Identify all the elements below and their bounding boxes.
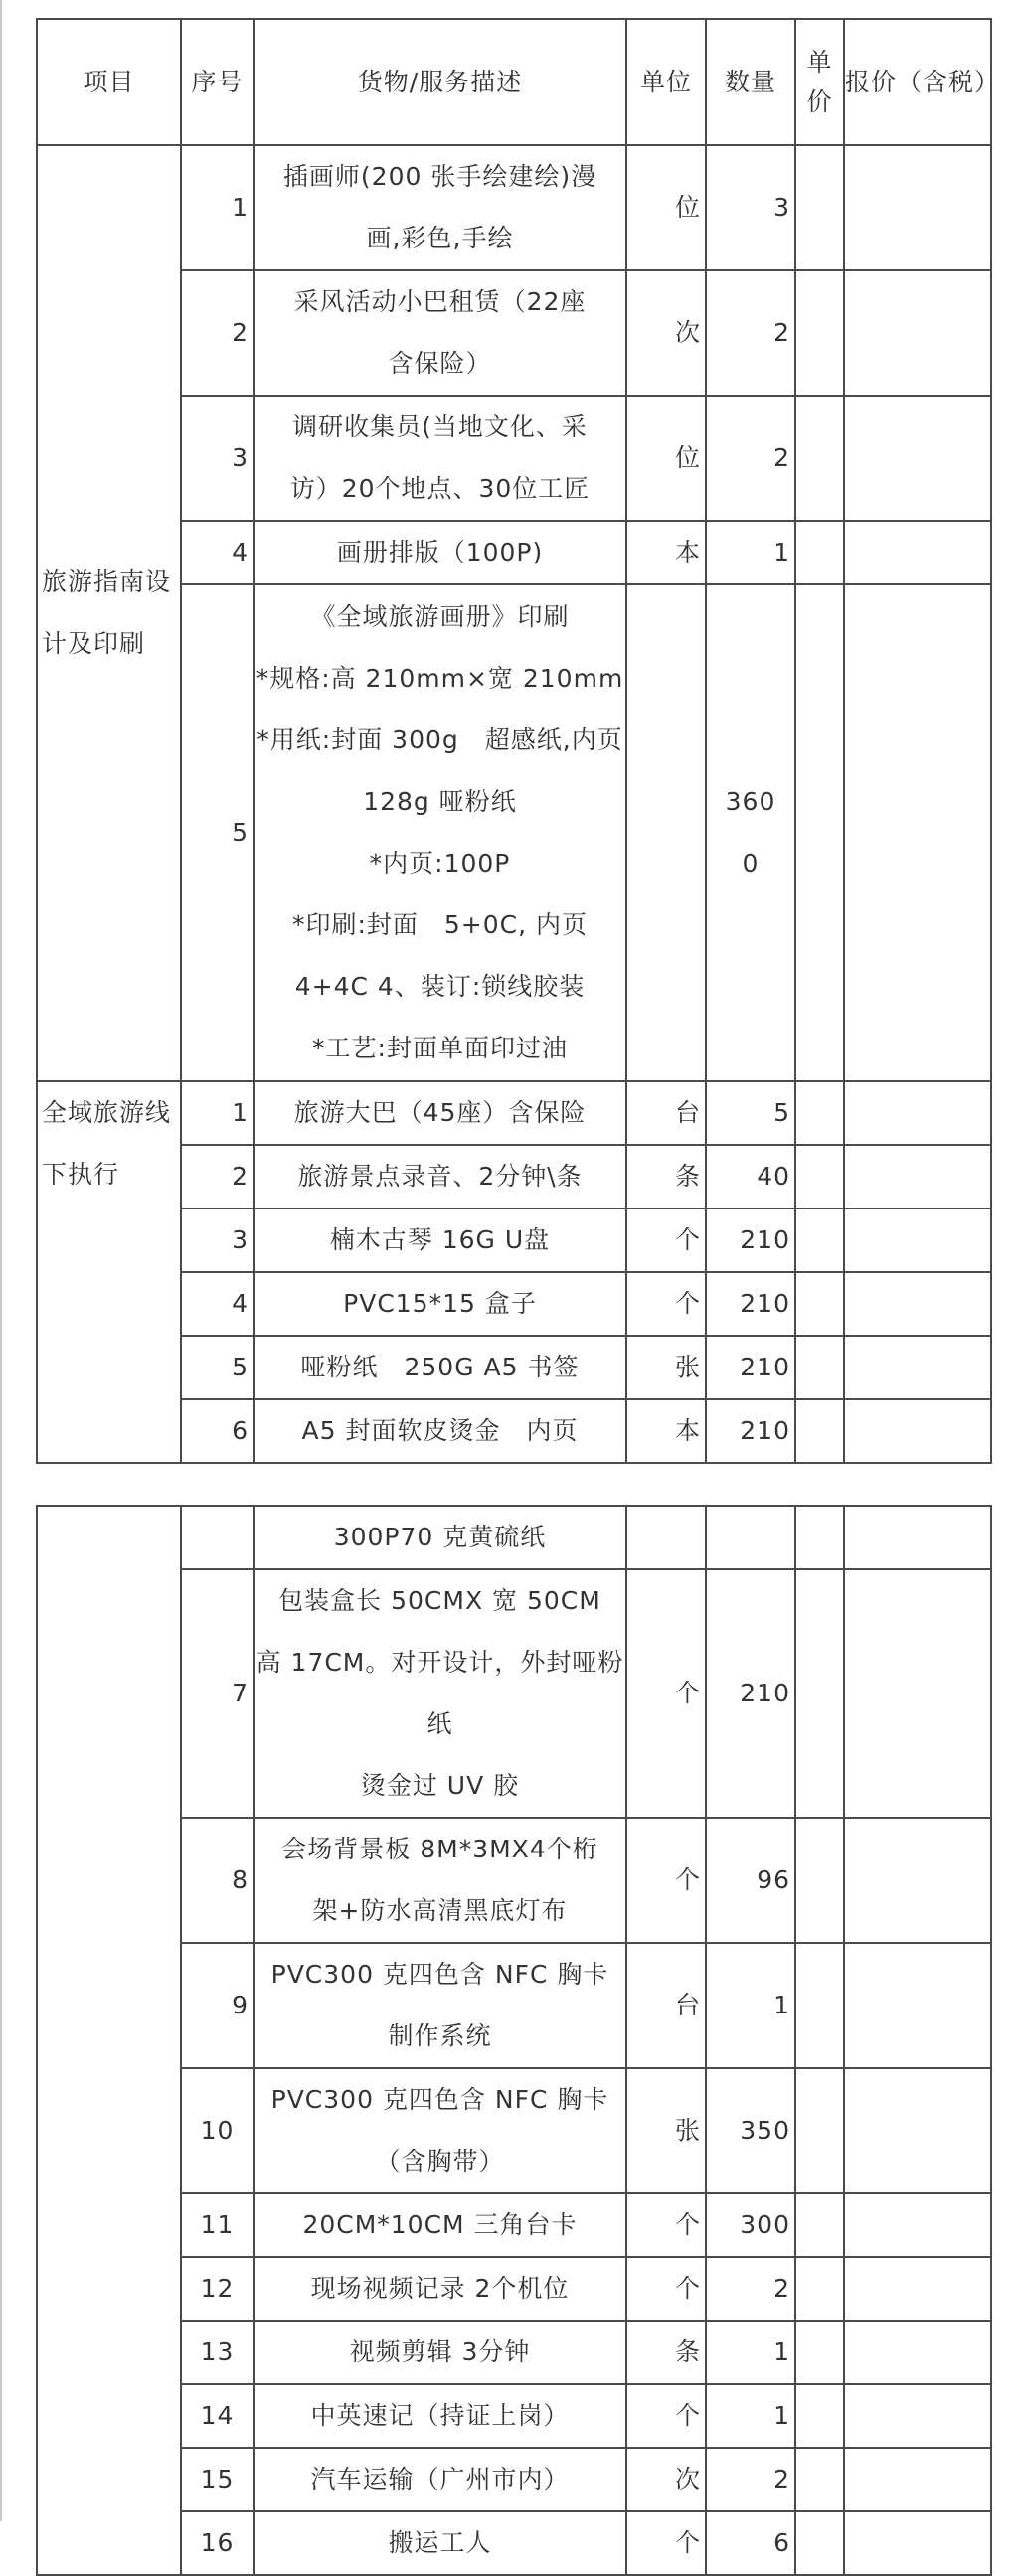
quote-cell[interactable] — [844, 2384, 991, 2448]
unit-cell: 个 — [626, 1569, 706, 1818]
qty-cell: 1 — [706, 2384, 795, 2448]
seq-cell: 16 — [181, 2511, 254, 2575]
desc-line: 《全域旅游画册》印刷 — [310, 602, 570, 631]
desc-cell: 楠木古琴 16G U盘 — [254, 1208, 626, 1272]
price-cell[interactable] — [795, 1569, 844, 1818]
price-cell[interactable] — [795, 1272, 844, 1336]
seq-cell: 4 — [181, 521, 254, 584]
qty-cell: 210 — [706, 1336, 795, 1399]
price-cell[interactable] — [795, 1943, 844, 2068]
desc-cell — [254, 1569, 626, 1818]
unit-cell: 位 — [626, 145, 706, 270]
desc-cell — [254, 2068, 626, 2193]
quote-cell[interactable] — [844, 1145, 991, 1208]
qty-cell: 210 — [706, 1399, 795, 1463]
seq-cell: 1 — [181, 1081, 254, 1145]
section1-name-line: 旅游指南设 — [42, 567, 172, 596]
desc-line: 含保险） — [388, 349, 492, 378]
qty-cell: 5 — [706, 1081, 795, 1145]
desc-cell: 300P70 克黄硫纸 — [254, 1506, 626, 1569]
desc-cell: 搬运工人 — [254, 2511, 626, 2575]
unit-cell: 本 — [626, 1399, 706, 1463]
price-cell[interactable] — [795, 2384, 844, 2448]
qty-cell — [706, 584, 795, 1081]
quote-cell[interactable] — [844, 2257, 991, 2321]
desc-line: 高 17CM。对开设计，外封哑粉纸 — [255, 1648, 624, 1738]
price-cell[interactable] — [795, 2068, 844, 2193]
quote-cell[interactable] — [844, 521, 991, 584]
seq-cell: 8 — [181, 1818, 254, 1943]
desc-cell: 汽车运输（广州市内） — [254, 2448, 626, 2511]
seq-cell: 11 — [181, 2193, 254, 2257]
header-price-text: 单价 — [806, 47, 833, 116]
unit-cell: 个 — [626, 1818, 706, 1943]
quote-cell[interactable] — [844, 2321, 991, 2384]
table-row — [37, 1081, 991, 1145]
desc-line: 采风活动小巴租赁（22座 — [293, 287, 587, 316]
qty-cell: 2 — [706, 270, 795, 396]
qty-cell: 210 — [706, 1272, 795, 1336]
header-project: 项目 — [37, 19, 181, 145]
unit-cell: 张 — [626, 1336, 706, 1399]
section2-name-line: 全域旅游线 — [42, 1098, 172, 1127]
quote-cell[interactable] — [844, 1399, 991, 1463]
desc-line: 包装盒长 50CMX 宽 50CM — [278, 1586, 601, 1615]
quote-cell[interactable] — [844, 1208, 991, 1272]
unit-cell: 个 — [626, 2257, 706, 2321]
price-cell[interactable] — [795, 521, 844, 584]
table-row — [37, 1506, 991, 1569]
desc-line: *内页:100P — [369, 849, 511, 878]
desc-line: 访）20个地点、30位工匠 — [289, 474, 591, 503]
desc-cell — [254, 396, 626, 521]
price-cell[interactable] — [795, 2321, 844, 2384]
desc-cell: 哑粉纸 250G A5 书签 — [254, 1336, 626, 1399]
qty-cell: 96 — [706, 1818, 795, 1943]
price-cell[interactable] — [795, 2448, 844, 2511]
quote-cell[interactable] — [844, 584, 991, 1081]
quote-cell[interactable] — [844, 1336, 991, 1399]
qty-cell: 1 — [706, 521, 795, 584]
seq-cell: 14 — [181, 2384, 254, 2448]
seq-cell: 2 — [181, 270, 254, 396]
price-cell[interactable] — [795, 2193, 844, 2257]
qty-cell: 210 — [706, 1208, 795, 1272]
qty-cell: 300 — [706, 2193, 795, 2257]
desc-cell: PVC15*15 盒子 — [254, 1272, 626, 1336]
qty-cell: 1 — [706, 2321, 795, 2384]
qty-cell: 6 — [706, 2511, 795, 2575]
price-cell[interactable] — [795, 1399, 844, 1463]
quote-cell[interactable] — [844, 1081, 991, 1145]
quote-cell[interactable] — [844, 2193, 991, 2257]
unit-cell: 位 — [626, 396, 706, 521]
qty-cell: 2 — [706, 396, 795, 521]
desc-line: *印刷:封面 5+0C, 内页 — [291, 910, 589, 939]
seq-cell: 6 — [181, 1399, 254, 1463]
desc-line: 制作系统 — [388, 2021, 492, 2050]
seq-cell: 1 — [181, 145, 254, 270]
unit-cell: 个 — [626, 1208, 706, 1272]
quote-cell[interactable] — [844, 2068, 991, 2193]
desc-cell — [254, 1943, 626, 2068]
qty-cell: 2 — [706, 2257, 795, 2321]
table-row — [37, 145, 991, 270]
unit-cell — [626, 1506, 706, 1569]
price-cell[interactable] — [795, 270, 844, 396]
qty-cell: 210 — [706, 1569, 795, 1818]
desc-line: 128g 哑粉纸 — [363, 787, 517, 816]
section1-name-line: 计及印刷 — [42, 629, 146, 658]
desc-line: *规格:高 210mm×宽 210mm — [255, 664, 624, 693]
header-unit: 单位 — [626, 19, 706, 145]
qty-cell: 1 — [706, 1943, 795, 2068]
qty-cell: 40 — [706, 1145, 795, 1208]
desc-line: 会场背景板 8M*3MX4个桁 — [281, 1835, 598, 1863]
seq-cell: 5 — [181, 584, 254, 1081]
desc-cell — [254, 1818, 626, 1943]
seq-cell: 13 — [181, 2321, 254, 2384]
seq-cell: 15 — [181, 2448, 254, 2511]
seq-cell — [181, 1506, 254, 1569]
unit-cell: 个 — [626, 2511, 706, 2575]
desc-line: 烫金过 UV 胶 — [360, 1771, 520, 1800]
qty-cell — [706, 1506, 795, 1569]
seq-cell: 3 — [181, 1208, 254, 1272]
quote-cell[interactable] — [844, 270, 991, 396]
unit-cell: 台 — [626, 1081, 706, 1145]
unit-cell: 次 — [626, 2448, 706, 2511]
desc-line: 画,彩色,手绘 — [366, 224, 514, 252]
section2-name-cell — [37, 1081, 181, 1463]
header-quote: 报价（含税） — [844, 19, 991, 145]
seq-cell: 9 — [181, 1943, 254, 2068]
price-cell[interactable] — [795, 1208, 844, 1272]
seq-cell: 7 — [181, 1569, 254, 1818]
price-cell[interactable] — [795, 1818, 844, 1943]
desc-line: 画册排版（100P) — [336, 538, 544, 566]
quote-cell[interactable] — [844, 1272, 991, 1336]
page-edge — [0, 0, 2, 2521]
unit-cell: 张 — [626, 2068, 706, 2193]
quote-table-part-2 — [36, 1505, 992, 2576]
seq-cell: 2 — [181, 1145, 254, 1208]
quote-cell[interactable] — [844, 396, 991, 521]
price-cell[interactable] — [795, 1145, 844, 1208]
unit-cell: 条 — [626, 2321, 706, 2384]
desc-cell — [254, 270, 626, 396]
desc-cell: 旅游大巴（45座）含保险 — [254, 1081, 626, 1145]
desc-cell — [254, 145, 626, 270]
price-cell[interactable] — [795, 1081, 844, 1145]
desc-line: 4+4C 4、装订:锁线胶装 — [294, 972, 586, 1001]
desc-line: *工艺:封面单面印过油 — [312, 1034, 568, 1062]
header-desc: 货物/服务描述 — [254, 19, 626, 145]
desc-line: 架+防水高清黑底灯布 — [312, 1896, 568, 1925]
unit-cell — [626, 584, 706, 1081]
quote-cell[interactable] — [844, 1569, 991, 1818]
quote-cell[interactable] — [844, 1506, 991, 1569]
section2-continuation-cell — [37, 1506, 181, 2575]
desc-line: 调研收集员(当地文化、采 — [292, 412, 588, 441]
seq-cell: 3 — [181, 396, 254, 521]
seq-cell: 10 — [181, 2068, 254, 2193]
qty-cell: 2 — [706, 2448, 795, 2511]
header-seq: 序号 — [181, 19, 254, 145]
price-cell[interactable] — [795, 584, 844, 1081]
quote-table-part-1 — [36, 18, 1001, 1464]
quote-cell[interactable] — [844, 145, 991, 270]
price-cell[interactable] — [795, 1506, 844, 1569]
quote-cell[interactable] — [844, 1943, 991, 2068]
desc-cell: 视频剪辑 3分钟 — [254, 2321, 626, 2384]
header-qty: 数量 — [706, 19, 795, 145]
seq-cell: 12 — [181, 2257, 254, 2321]
price-cell[interactable] — [795, 1336, 844, 1399]
desc-cell: 20CM*10CM 三角台卡 — [254, 2193, 626, 2257]
unit-cell: 台 — [626, 1943, 706, 2068]
desc-line: 插画师(200 张手绘建绘)漫 — [282, 162, 597, 191]
unit-cell: 个 — [626, 2193, 706, 2257]
seq-cell: 4 — [181, 1272, 254, 1336]
desc-cell: A5 封面软皮烫金 内页 — [254, 1399, 626, 1463]
unit-cell: 个 — [626, 1272, 706, 1336]
header-price — [795, 19, 844, 145]
desc-cell — [254, 521, 626, 584]
desc-line: PVC300 克四色含 NFC 胸卡 — [270, 1960, 609, 1989]
desc-cell: 中英速记（持证上岗） — [254, 2384, 626, 2448]
price-cell[interactable] — [795, 145, 844, 270]
unit-cell: 条 — [626, 1145, 706, 1208]
unit-cell: 次 — [626, 270, 706, 396]
desc-cell — [254, 584, 626, 1081]
section1-name-cell — [37, 145, 181, 1081]
seq-cell: 5 — [181, 1336, 254, 1399]
unit-cell: 个 — [626, 2384, 706, 2448]
qty-cell: 3 — [706, 145, 795, 270]
unit-cell: 本 — [626, 521, 706, 584]
price-cell[interactable] — [795, 396, 844, 521]
quote-cell[interactable] — [844, 2448, 991, 2511]
qty-cell: 350 — [706, 2068, 795, 2193]
desc-line: （含胸带） — [375, 2147, 505, 2175]
desc-cell: 旅游景点录音、2分钟\条 — [254, 1145, 626, 1208]
price-cell[interactable] — [795, 2257, 844, 2321]
qty-line: 360 — [725, 787, 776, 816]
header-row — [37, 19, 991, 145]
quote-cell[interactable] — [844, 1818, 991, 1943]
desc-line: *用纸:封面 300g 超感纸,内页 — [256, 725, 623, 754]
qty-line: 0 — [742, 849, 760, 878]
section2-name-line: 下执行 — [42, 1160, 120, 1189]
desc-line: PVC300 克四色含 NFC 胸卡 — [270, 2085, 609, 2114]
desc-cell: 现场视频记录 2个机位 — [254, 2257, 626, 2321]
